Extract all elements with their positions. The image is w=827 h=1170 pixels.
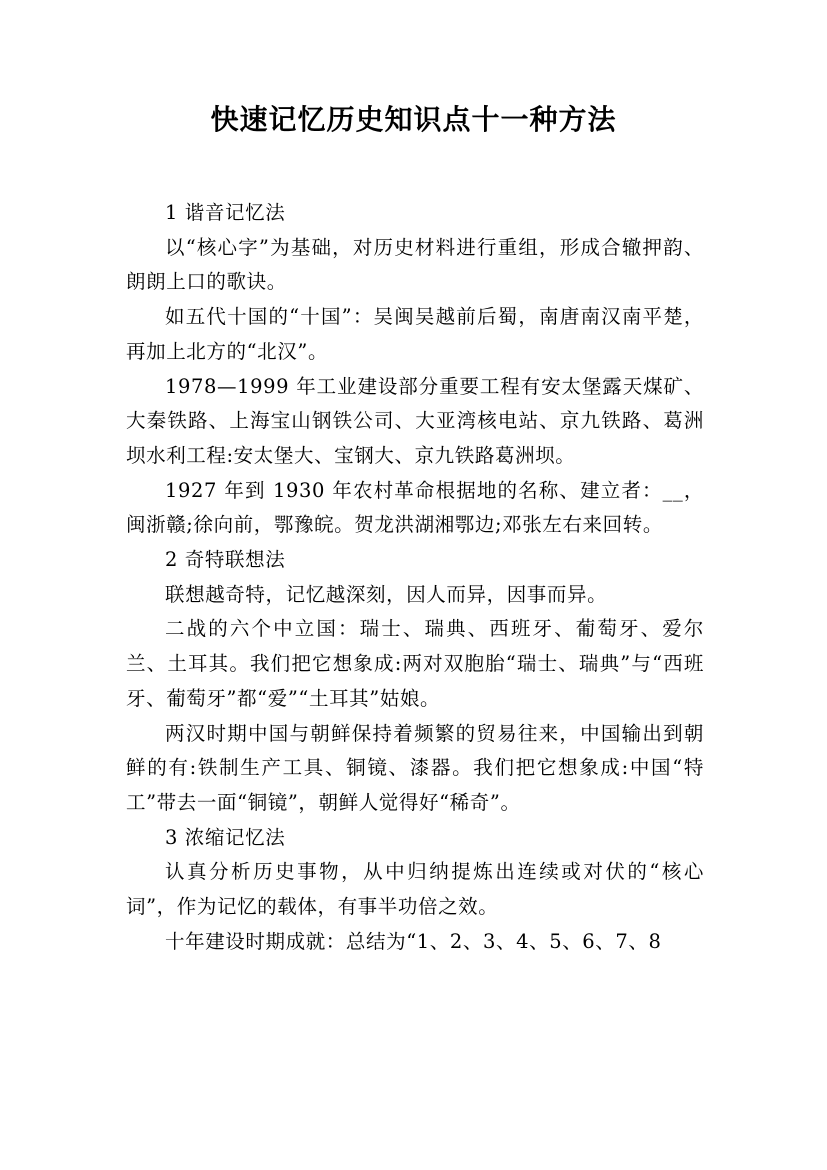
paragraph: 二战的六个中立国：瑞士、瑞典、西班牙、葡萄牙、爱尔兰、土耳其。我们把它想象成:两对双胞胎“瑞士、瑞典”与“西班牙、葡萄牙”都“爱”“土耳其”姑娘。 (126, 617, 704, 710)
document-body (126, 196, 704, 959)
paragraph: 以“核心字”为基础，对历史材料进行重组，形成合辙押韵、朗朗上口的歌诀。 (126, 235, 704, 294)
section-heading-1: 1 谐音记忆法 (165, 201, 286, 224)
paragraph: 认真分析历史事物，从中归纳提炼出连续或对伏的“核心词”，作为记忆的载体，有事半功倍之效。 (126, 860, 704, 919)
section-heading-3: 3 浓缩记忆法 (165, 825, 286, 849)
paragraph: 十年建设时期成就：总结为“1、2、3、4、5、6、7、8 (165, 929, 662, 953)
paragraph: 1978—1999 年工业建设部分重要工程有安太堡露天煤矿、大秦铁路、上海宝山钢铁公司、大亚湾核电站、京九铁路、葛洲坝水利工程:安太堡大、宝钢大、京九铁路葛洲坝。 (126, 374, 704, 467)
section-heading-2: 2 奇特联想法 (165, 548, 286, 572)
paragraph: 如五代十国的“十国”：吴闽吴越前后蜀，南唐南汉南平楚，再加上北方的“北汉”。 (126, 305, 704, 363)
paragraph: 1927 年到 1930 年农村革命根据地的名称、建立者：__，闽浙赣;徐向前，鄂豫皖。贺龙洪湖湘鄂边;邓张左右来回转。 (126, 478, 704, 537)
paragraph: 两汉时期中国与朝鲜保持着频繁的贸易往来，中国输出到朝鲜的有:铁制生产工具、铜镜、漆器。我们把它想象成:中国“特工”带去一面“铜镜”，朝鲜人觉得好“稀奇”。 (126, 721, 704, 814)
paragraph: 联想越奇特，记忆越深刻，因人而异，因事而异。 (165, 582, 608, 606)
document-title: 快速记忆历史知识点十一种方法 (210, 103, 617, 136)
